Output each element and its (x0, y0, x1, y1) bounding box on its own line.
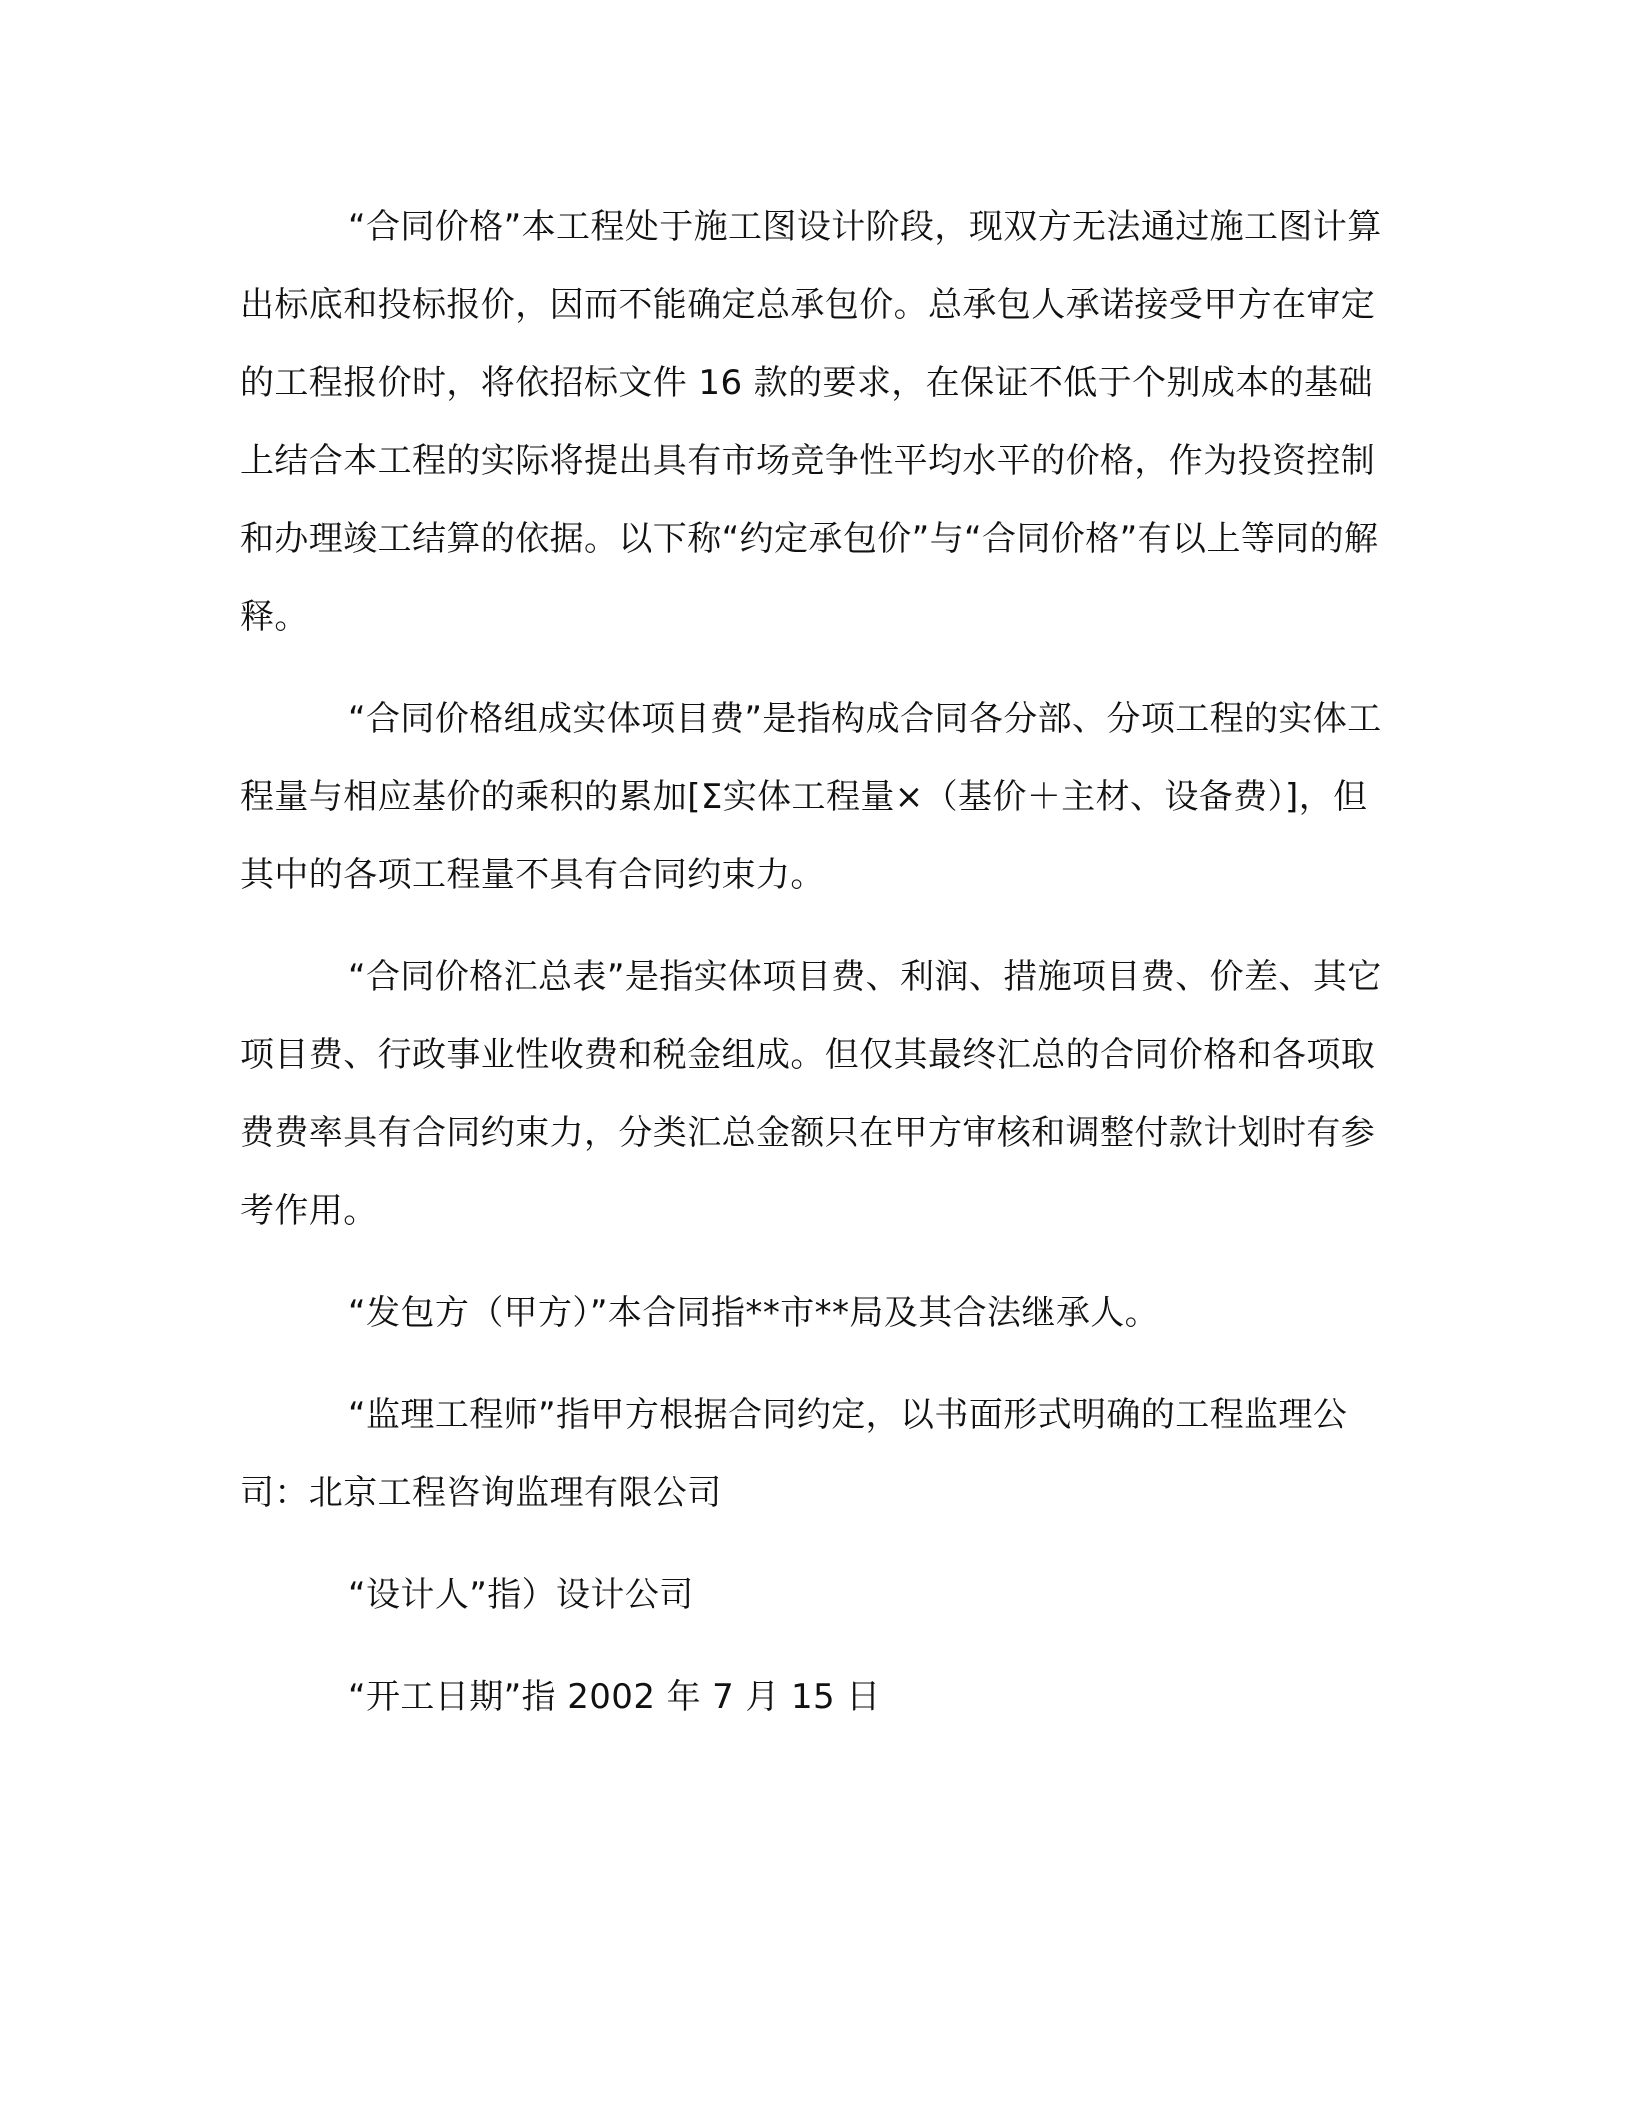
paragraph-contract-price-items: “合同价格组成实体项目费”是指构成合同各分部、分项工程的实体工程量与相应基价的乘积的累加[Σ实体工程量×（基价＋主材、设备费）]，但其中的各项工程量不具有合同约束力。 (240, 699, 1382, 895)
paragraph-contract-price-summary: “合同价格汇总表”是指实体项目费、利润、措施项目费、价差、其它项目费、行政事业性收费和税金组成。但仅其最终汇总的合同价格和各项取费费率具有合同约束力，分类汇总金额只在甲方审核和调整付款计划时有参考作用。 (240, 957, 1382, 1231)
paragraph-employer: “发包方（甲方）”本合同指**市**局及其合法继承人。 (348, 1293, 1160, 1333)
document-body (240, 188, 1390, 1760)
paragraph-contract-price: “合同价格”本工程处于施工图设计阶段，现双方无法通过施工图计算出标底和投标报价，因而不能确定总承包价。总承包人承诺接受甲方在审定的工程报价时，将依招标文件 16 款的要求，在保证不低于个别成本的基础上结合本工程的实际将提出具有市场竞争性平均水平的价格，作为投资控制和办理竣工结算的依据。以下称“约定承包价”与“合同价格”有以上等同的解释。 (240, 207, 1382, 637)
paragraph-start-date: “开工日期”指 2002 年 7 月 15 日 (348, 1677, 881, 1717)
paragraph-supervising-engineer: “监理工程师”指甲方根据合同约定，以书面形式明确的工程监理公司：北京工程咨询监理有限公司 (240, 1395, 1348, 1513)
paragraph-designer: “设计人”指）设计公司 (348, 1575, 694, 1615)
